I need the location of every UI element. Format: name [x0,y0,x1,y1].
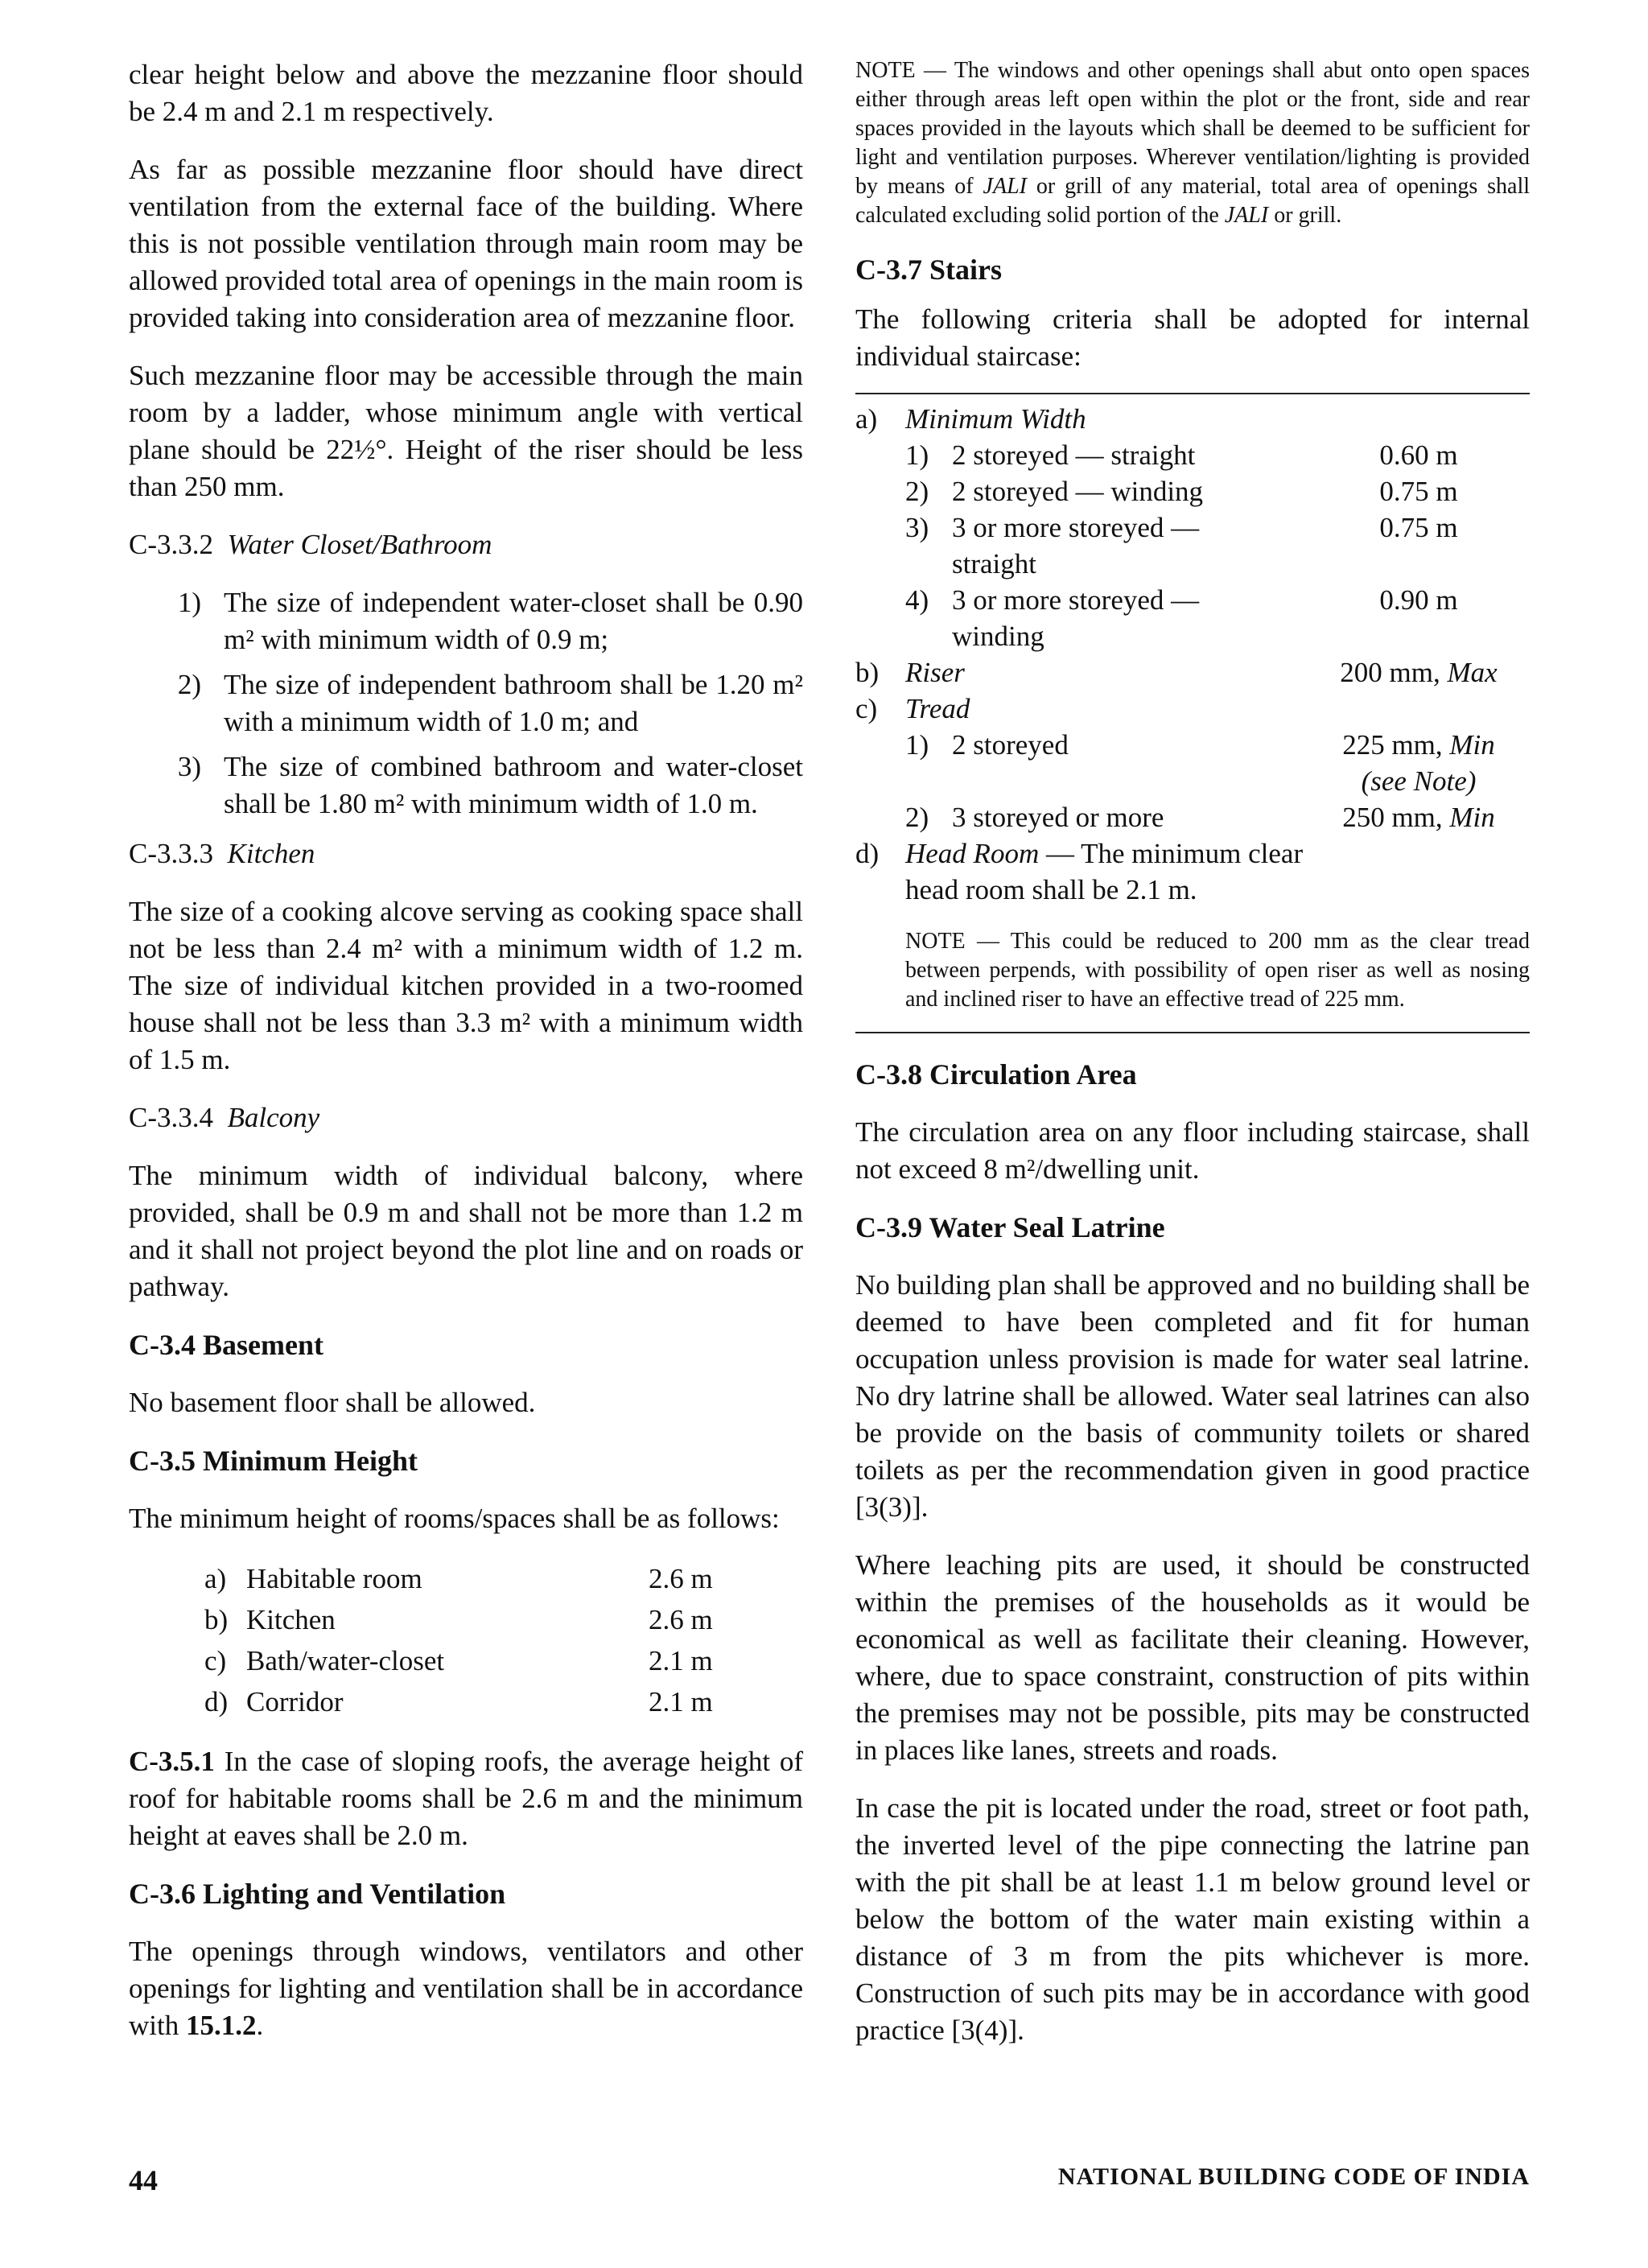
section-heading: C-3.8 Circulation Area [855,1058,1137,1091]
table-row: a) Minimum Width [855,403,1086,435]
subsection-heading: C-3.3.3 Kitchen [129,838,315,869]
table-row: b) Riser 200 mm, Max [855,657,1498,688]
running-title: NATIONAL BUILDING CODE OF INDIA [1057,2163,1530,2190]
section-heading: C-3.5 Minimum Height [129,1445,418,1477]
divider [855,1032,1530,1033]
table-row: a) Habitable room 2.6 m [204,1563,713,1594]
paragraph: The minimum width of individual balcony, where provided, shall be 0.9 m and shall not be more than 1.2 m and it shall not project beyond the plot line and on roads or pathway. [129,1160,803,1302]
section-heading: C-3.7 Stairs [855,254,1002,286]
table-row: 2) 2 storeyed — winding 0.75 m [905,476,1458,507]
paragraph: The following criteria shall be adopted for internal individual staircase: [855,303,1530,372]
paragraph: The minimum height of rooms/spaces shall be as follows: [129,1503,780,1534]
table-row: b) Kitchen 2.6 m [204,1604,713,1635]
note: NOTE — This could be reduced to 200 mm as the clear tread between perpends, with possibility of open riser as well as nosing and inclined riser to have an effective tread of 225 mm. [905,929,1530,1012]
paragraph: clear height below and above the mezzanine floor should be 2.4 m and 2.1 m respectively. [129,59,803,127]
paragraph: Such mezzanine floor may be accessible through the main room by a ladder, whose minimum angle with vertical plane should be 22½°. Height of the riser should be less than 250 mm. [129,360,803,502]
table-row: 2) 3 storeyed or more 250 mm, Min [905,802,1495,833]
stairs-table [855,401,1530,908]
paragraph: The circulation area on any floor including staircase, shall not exceed 8 m²/dwelling unit. [855,1116,1530,1185]
list-item: 2) The size of independent bathroom shall be 1.20 m² with a minimum width of 1.0 m; and [177,669,803,737]
paragraph: The size of a cooking alcove serving as cooking space shall not be less than 2.4 m² with a minimum width of 1.2 m. The size of individual kitchen provided in a two-roomed house shall not be less than 3.3 m² with a minimum width of 1.5 m. [129,896,803,1075]
paragraph: Where leaching pits are used, it should be constructed within the premises of the households as it would be economical as well as facilitate their cleaning. However, where, due to space constraint, construction of pits within the premises may not be possible, pits may be constructed in places like lanes, streets and roads. [855,1549,1530,1766]
section-heading: C-3.9 Water Seal Latrine [855,1211,1165,1243]
right-column [855,56,1530,2049]
subsection-heading: C-3.3.4 Balcony [129,1102,320,1133]
paragraph: As far as possible mezzanine floor should have direct ventilation from the external face of the building. Where this is not possible ventilation through main room may be allowed provided total area of openings in the main room is provided taking into consideration area of mezzanine floor. [129,154,803,333]
table-row: 1) 2 storeyed 225 mm, Min (see Note) [905,729,1495,797]
table-row: c) Tread [855,693,970,724]
table-row: 4) 3 or more storeyed — winding 0.90 m [905,584,1458,652]
section-heading: C-3.6 Lighting and Ventilation [129,1878,506,1910]
table-row: 3) 3 or more storeyed — straight 0.75 m [905,512,1458,579]
page-footer [129,2163,1530,2197]
subsection-heading: C-3.3.2 Water Closet/Bathroom [129,529,492,560]
table-row: d) Head Room — The minimum clear head room shall be 2.1 m. [855,838,1304,905]
table-row: c) Bath/water-closet 2.1 m [204,1645,713,1676]
section-heading: C-3.4 Basement [129,1329,323,1361]
list-item: 1) The size of independent water-closet shall be 0.90 m² with minimum width of 0.9 m; [177,587,803,655]
page-number: 44 [129,2164,158,2196]
paragraph: C-3.5.1 In the case of sloping roofs, the average height of roof for habitable rooms shall be 2.6 m and the minimum height at eaves shall be 2.0 m. [129,1746,803,1851]
paragraph: In case the pit is located under the road, street or foot path, the inverted level of the pipe connecting the latrine pan with the pit shall be at least 1.1 m below ground level or below the bottom of the water main existing within a distance of 3 m from the pits whichever is more. Construction of such pits may be in accordance with good practice [3(4)]. [855,1792,1530,2046]
height-table [204,1558,803,1722]
paragraph: The openings through windows, ventilators and other openings for lighting and ventilation shall be in accordance with 15.1.2. [129,1936,803,2041]
paragraph: No building plan shall be approved and no building shall be deemed to have been completed and fit for human occupation unless provision is made for water seal latrine. No dry latrine shall be allowed. Water seal latrines can also be provide on the basis of community toilets or shared toilets as per the recommendation given in good practice [3(3)]. [855,1269,1530,1523]
list-item: 3) The size of combined bathroom and water-closet shall be 1.80 m² with minimum width of 1.0 m. [177,751,803,819]
table-row: d) Corridor 2.1 m [204,1686,713,1717]
table-row: 1) 2 storeyed — straight 0.60 m [905,439,1458,471]
left-column [129,56,803,2044]
note: NOTE — The windows and other openings shall abut onto open spaces either through areas left open within the plot or the front, side and rear spaces provided in the layouts which shall be deemed to be sufficient for light and ventilation purposes. Wherever ventilation/lighting is provided by means of JALI or grill of any material, total area of openings shall calculated excluding solid portion of the JALI or grill. [855,58,1530,228]
closet-list [129,584,803,823]
divider [855,393,1530,394]
paragraph: No basement floor shall be allowed. [129,1387,536,1418]
